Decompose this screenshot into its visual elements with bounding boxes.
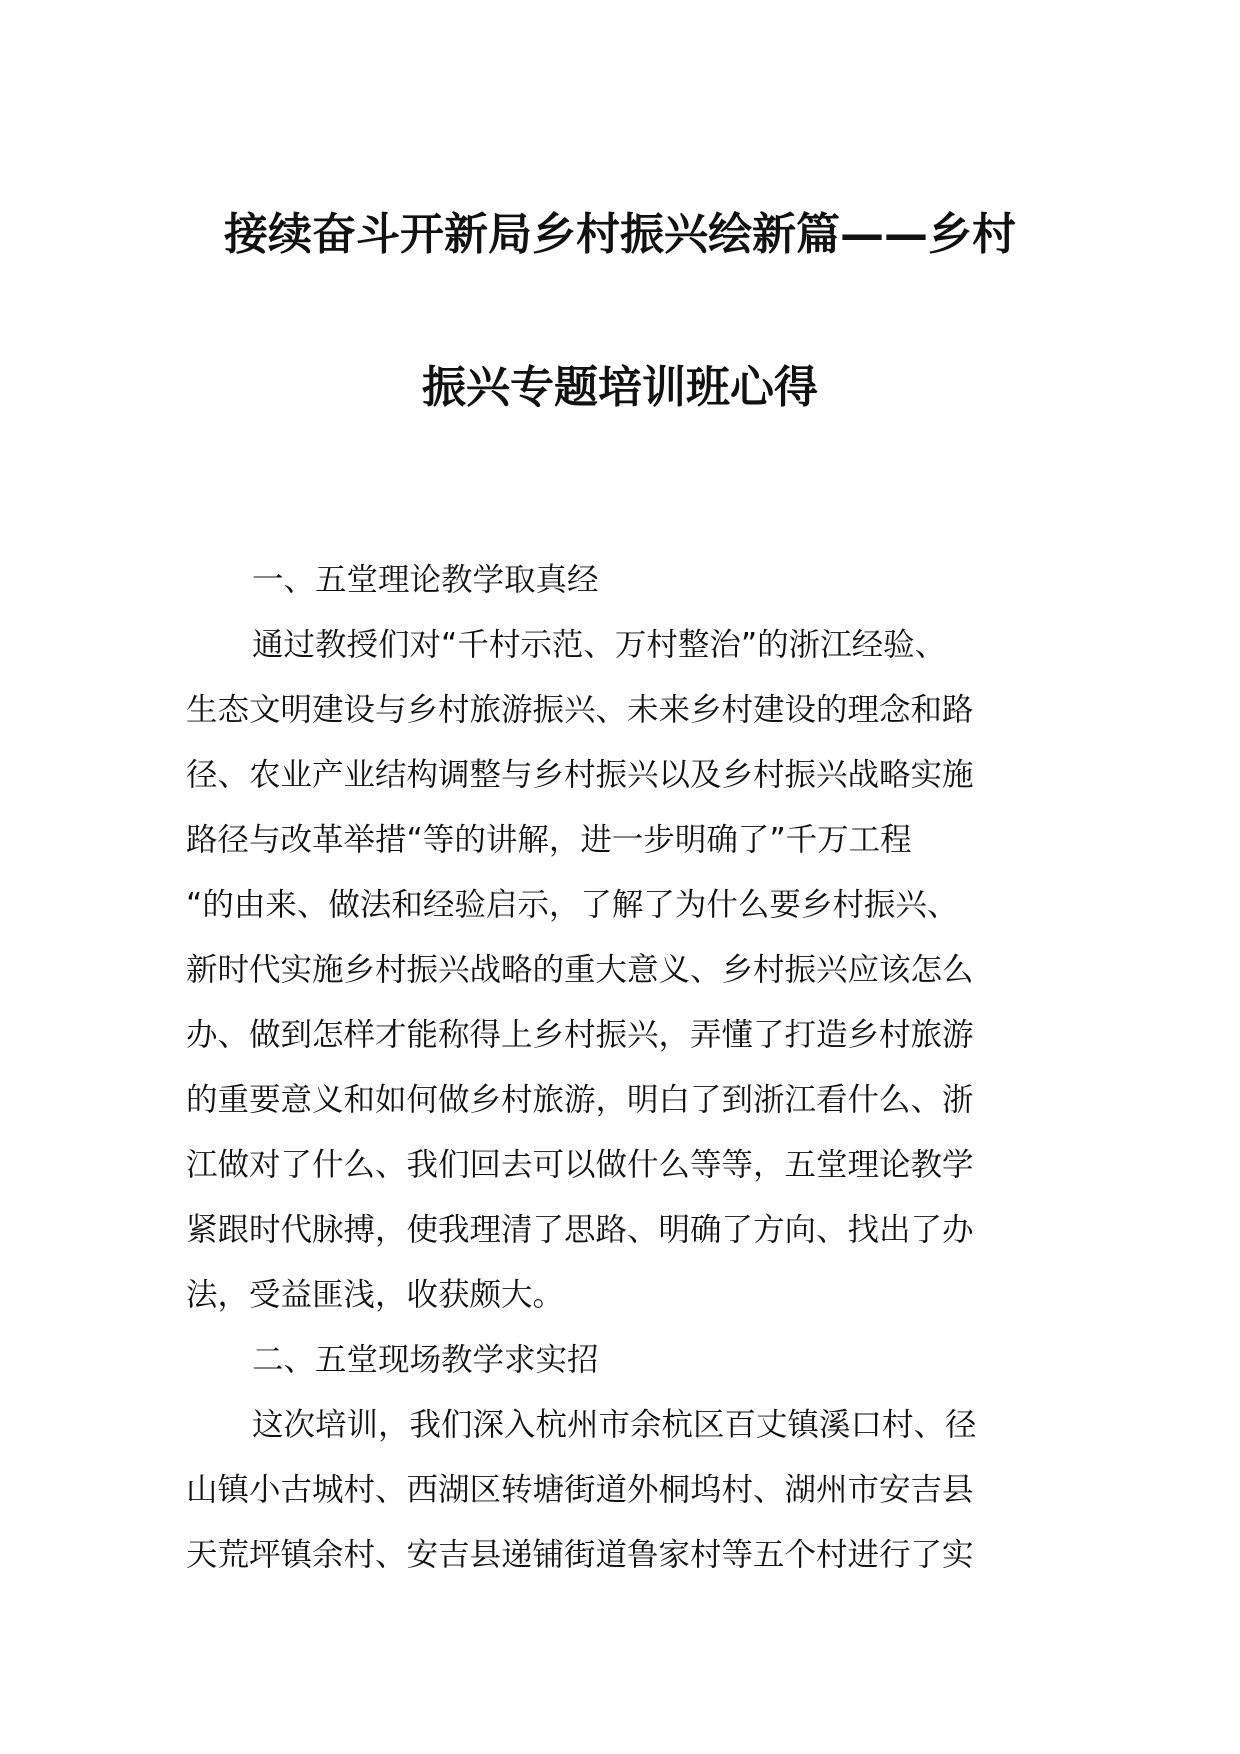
document-title-line-2: 振兴专题培训班心得 — [422, 362, 818, 413]
body-line: 紧跟时代脉搏，使我理清了思路、明确了方向、找出了办 — [186, 1212, 974, 1248]
body-line: 径、农业产业结构调整与乡村振兴以及乡村振兴战略实施 — [186, 757, 974, 793]
body-line: 天荒坪镇余村、安吉县递铺街道鲁家村等五个村进行了实 — [186, 1537, 974, 1573]
body-line: 的重要意义和如何做乡村旅游，明白了到浙江看什么、浙 — [186, 1082, 974, 1118]
section-heading-2: 二、五堂现场教学求实招 — [252, 1342, 599, 1378]
body-line: 新时代实施乡村振兴战略的重大意义、乡村振兴应该怎么 — [186, 952, 974, 988]
body-line: “的由来、做法和经验启示，了解了为什么要乡村振兴、 — [186, 887, 959, 923]
body-line: 通过教授们对“千村示范、万村整治”的浙江经验、 — [252, 627, 947, 663]
document-body — [186, 548, 1056, 1588]
body-line: 这次培训，我们深入杭州市余杭区百丈镇溪口村、径 — [252, 1407, 977, 1443]
body-line: 江做对了什么、我们回去可以做什么等等，五堂理论教学 — [186, 1147, 974, 1183]
document-title-line-1: 接续奋斗开新局乡村振兴绘新篇——乡村 — [224, 209, 1016, 260]
body-line: 法，受益匪浅，收获颇大。 — [186, 1277, 565, 1313]
body-line: 山镇小古城村、西湖区转塘街道外桐坞村、湖州市安吉县 — [186, 1472, 974, 1508]
body-line: 办、做到怎样才能称得上乡村振兴，弄懂了打造乡村旅游 — [186, 1017, 974, 1053]
body-line: 生态文明建设与乡村旅游振兴、未来乡村建设的理念和路 — [186, 692, 974, 728]
body-line: 路径与改革举措“等的讲解，进一步明确了”千万工程 — [186, 822, 912, 858]
section-heading-1: 一、五堂理论教学取真经 — [252, 562, 599, 598]
